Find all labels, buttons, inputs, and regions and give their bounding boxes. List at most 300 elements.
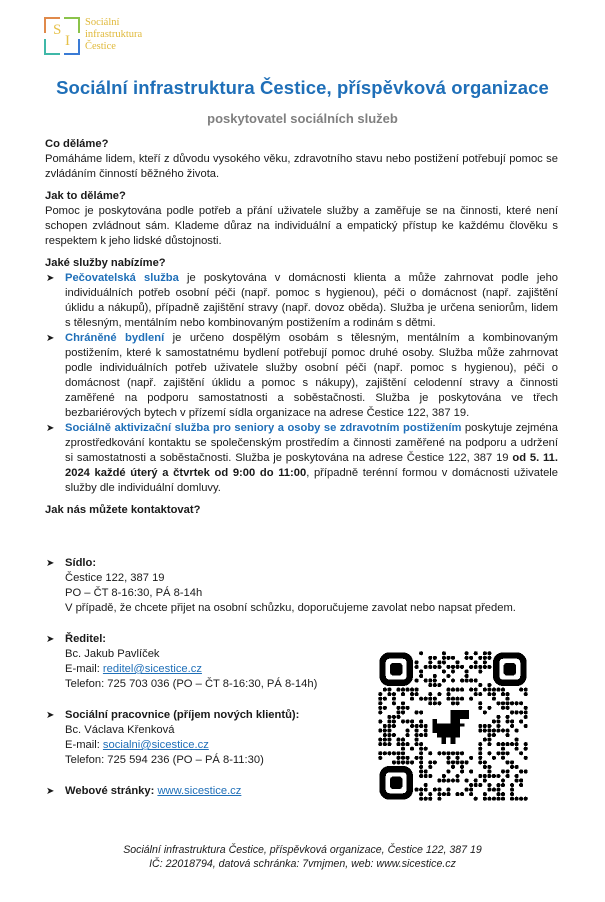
qr-module bbox=[446, 656, 450, 660]
director-name: Bc. Jakub Pavlíček bbox=[65, 648, 160, 660]
qr-module bbox=[437, 692, 441, 696]
qr-module bbox=[437, 788, 441, 792]
page-subtitle: poskytovatel sociálních služeb bbox=[207, 111, 398, 126]
qr-module bbox=[474, 797, 478, 801]
qr-module bbox=[424, 747, 428, 751]
qr-module bbox=[437, 792, 441, 796]
arrow-bullet-icon: ➤ bbox=[46, 423, 55, 434]
qr-module bbox=[428, 692, 432, 696]
qr-module bbox=[469, 679, 473, 683]
contact-label: Sídlo: bbox=[65, 557, 97, 569]
qr-module bbox=[378, 742, 382, 746]
qr-module bbox=[428, 765, 432, 769]
qr-module bbox=[406, 706, 410, 710]
qr-module bbox=[501, 701, 505, 705]
qr-module bbox=[478, 669, 482, 673]
website-link[interactable]: www.sicestice.cz bbox=[157, 785, 242, 797]
logo-letter-i: I bbox=[65, 33, 70, 49]
qr-module bbox=[442, 656, 446, 660]
qr-module bbox=[506, 742, 510, 746]
qr-module bbox=[492, 688, 496, 692]
qr-module bbox=[437, 683, 441, 687]
qr-module bbox=[478, 729, 482, 733]
qr-module bbox=[506, 760, 510, 764]
qr-module bbox=[501, 729, 505, 733]
qr-module bbox=[451, 688, 455, 692]
qr-module bbox=[442, 792, 446, 796]
qr-module bbox=[460, 679, 464, 683]
qr-module bbox=[483, 688, 487, 692]
qr-module bbox=[478, 742, 482, 746]
qr-module bbox=[406, 742, 410, 746]
service-item bbox=[45, 421, 558, 496]
qr-module bbox=[483, 660, 487, 664]
qr-module bbox=[478, 656, 482, 660]
qr-module bbox=[469, 769, 473, 773]
qr-module bbox=[383, 688, 387, 692]
director-email-link[interactable]: reditel@sicestice.cz bbox=[102, 663, 202, 675]
qr-module bbox=[487, 733, 491, 737]
contact-heading: Jak nás můžete kontaktovat? bbox=[45, 504, 201, 516]
qr-module bbox=[492, 692, 496, 696]
qr-module bbox=[510, 701, 514, 705]
qr-module bbox=[456, 697, 460, 701]
qr-module bbox=[387, 742, 391, 746]
footer-line-1: Sociální infrastruktura Čestice, příspěvková organizace, Čestice 122, 387 19 bbox=[123, 844, 482, 856]
qr-module bbox=[451, 656, 455, 660]
qr-module bbox=[474, 679, 478, 683]
social-worker-name: Bc. Václava Křenková bbox=[65, 724, 175, 736]
qr-module bbox=[506, 692, 510, 696]
section-services bbox=[45, 256, 558, 496]
qr-module bbox=[519, 779, 523, 783]
qr-module bbox=[446, 756, 450, 760]
qr-module bbox=[410, 760, 414, 764]
contact-label: Sociální pracovnice (příjem nových klientů): bbox=[65, 709, 300, 721]
qr-module bbox=[415, 733, 419, 737]
qr-module bbox=[419, 751, 423, 755]
qr-module bbox=[446, 692, 450, 696]
qr-module bbox=[415, 688, 419, 692]
qr-module bbox=[515, 738, 519, 742]
qr-module bbox=[451, 779, 455, 783]
qr-module bbox=[515, 797, 519, 801]
qr-module bbox=[506, 729, 510, 733]
qr-module bbox=[442, 669, 446, 673]
qr-module bbox=[410, 692, 414, 696]
qr-module bbox=[501, 779, 505, 783]
qr-module bbox=[401, 719, 405, 723]
qr-module bbox=[515, 765, 519, 769]
qr-module bbox=[401, 688, 405, 692]
qr-module bbox=[496, 774, 500, 778]
qr-module bbox=[451, 751, 455, 755]
qr-module bbox=[419, 747, 423, 751]
qr-module bbox=[519, 797, 523, 801]
qr-module bbox=[424, 679, 428, 683]
qr-module bbox=[451, 765, 455, 769]
qr-module bbox=[487, 683, 491, 687]
qr-module bbox=[396, 706, 400, 710]
qr-module bbox=[428, 683, 432, 687]
qr-module bbox=[515, 774, 519, 778]
qr-module bbox=[524, 769, 528, 773]
qr-module bbox=[465, 669, 469, 673]
qr-module bbox=[487, 769, 491, 773]
qr-module bbox=[415, 692, 419, 696]
qr-module bbox=[506, 774, 510, 778]
qr-module bbox=[410, 719, 414, 723]
qr-module bbox=[446, 697, 450, 701]
section-heading: Jaké služby nabízíme? bbox=[45, 257, 166, 269]
qr-module bbox=[396, 688, 400, 692]
qr-module bbox=[487, 738, 491, 742]
qr-module bbox=[524, 710, 528, 714]
qr-module bbox=[378, 697, 382, 701]
qr-module bbox=[415, 665, 419, 669]
qr-module bbox=[433, 697, 437, 701]
qr-module bbox=[392, 715, 396, 719]
qr-module bbox=[401, 760, 405, 764]
qr-module bbox=[487, 706, 491, 710]
service-description: poskytuje zejména zprostředkování kontaktu se společenským prostředím a činnosti zaměřené na podporu a udržení si samostatnosti a soběstačnosti. Služba je poskytována na adrese Čestice 122, 387 19 bbox=[65, 422, 558, 464]
qr-module bbox=[451, 760, 455, 764]
qr-module bbox=[387, 738, 391, 742]
qr-module bbox=[451, 665, 455, 669]
seat-address: Čestice 122, 387 19 bbox=[65, 572, 165, 584]
qr-module bbox=[419, 651, 423, 655]
qr-module bbox=[487, 688, 491, 692]
qr-module bbox=[428, 660, 432, 664]
qr-module bbox=[396, 760, 400, 764]
qr-module bbox=[506, 733, 510, 737]
qr-module bbox=[478, 692, 482, 696]
qr-module bbox=[506, 719, 510, 723]
qr-module bbox=[378, 701, 382, 705]
qr-module bbox=[496, 724, 500, 728]
qr-module bbox=[478, 774, 482, 778]
arrow-bullet-icon: ➤ bbox=[46, 786, 55, 797]
qr-module bbox=[456, 792, 460, 796]
qr-module bbox=[446, 665, 450, 669]
qr-module bbox=[446, 788, 450, 792]
logo-line: infrastruktura bbox=[85, 29, 143, 40]
qr-module bbox=[519, 783, 523, 787]
qr-module bbox=[469, 665, 473, 669]
qr-module bbox=[437, 797, 441, 801]
qr-module bbox=[424, 697, 428, 701]
qr-code-icon[interactable] bbox=[378, 651, 528, 801]
qr-module bbox=[487, 765, 491, 769]
arrow-bullet-icon: ➤ bbox=[46, 710, 55, 721]
qr-module bbox=[506, 706, 510, 710]
qr-module bbox=[496, 688, 500, 692]
qr-module bbox=[424, 769, 428, 773]
qr-module bbox=[478, 701, 482, 705]
contact-label: Ředitel: bbox=[65, 633, 107, 645]
service-item bbox=[45, 271, 558, 331]
qr-module bbox=[428, 701, 432, 705]
qr-module bbox=[415, 679, 419, 683]
qr-module bbox=[469, 697, 473, 701]
footer-line-2: IČ: 22018794, datová schránka: 7vmjmen, web: www.sicestice.cz bbox=[149, 858, 456, 870]
qr-module bbox=[387, 751, 391, 755]
qr-module bbox=[478, 724, 482, 728]
qr-module bbox=[446, 769, 450, 773]
qr-module bbox=[406, 729, 410, 733]
qr-module bbox=[524, 742, 528, 746]
qr-module bbox=[510, 742, 514, 746]
qr-module bbox=[465, 760, 469, 764]
qr-module bbox=[460, 688, 464, 692]
qr-module bbox=[524, 692, 528, 696]
qr-module bbox=[446, 751, 450, 755]
qr-module bbox=[501, 797, 505, 801]
qr-module bbox=[496, 719, 500, 723]
qr-module bbox=[496, 751, 500, 755]
qr-module bbox=[428, 751, 432, 755]
qr-module bbox=[478, 683, 482, 687]
qr-module bbox=[387, 733, 391, 737]
qr-module bbox=[456, 756, 460, 760]
qr-module bbox=[383, 742, 387, 746]
qr-module bbox=[401, 742, 405, 746]
qr-module bbox=[383, 697, 387, 701]
qr-module bbox=[510, 765, 514, 769]
contact-label: Webové stránky: bbox=[65, 785, 158, 797]
qr-module bbox=[483, 765, 487, 769]
qr-module bbox=[460, 697, 464, 701]
qr-module bbox=[460, 751, 464, 755]
qr-module bbox=[456, 660, 460, 664]
qr-module bbox=[424, 783, 428, 787]
qr-module bbox=[496, 788, 500, 792]
qr-module bbox=[419, 765, 423, 769]
qr-module bbox=[396, 756, 400, 760]
qr-module bbox=[378, 738, 382, 742]
arrow-bullet-icon: ➤ bbox=[46, 273, 55, 284]
qr-module bbox=[451, 697, 455, 701]
qr-module bbox=[510, 783, 514, 787]
qr-module bbox=[419, 774, 423, 778]
qr-module bbox=[424, 724, 428, 728]
qr-module bbox=[387, 719, 391, 723]
qr-module bbox=[387, 688, 391, 692]
qr-module bbox=[492, 729, 496, 733]
qr-module bbox=[501, 688, 505, 692]
qr-module bbox=[378, 710, 382, 714]
qr-module bbox=[474, 783, 478, 787]
qr-module bbox=[396, 742, 400, 746]
qr-module bbox=[483, 665, 487, 669]
service-description: je určeno dospělým osobám s tělesným, mentálním a kombinovaným postižením, které k samostatnému bydlení potřebují pomoc druhé osoby. Služba může zahrnovat podle individuálních potřeb uživatele služby osobní péči (např. pomoc s hygienou), péči o domácnost (např. zajištění úklidu a pomoc s nákupy), zajištění celodenní stravy a činnosti zaměřené na podporu samostatnosti a soběstačnosti. Služba je poskytována ve třech bezbariérových bytech v přízemí sídla organizace na adrese Čestice 122, 387 19. bbox=[65, 332, 558, 419]
qr-module bbox=[460, 769, 464, 773]
qr-module bbox=[469, 688, 473, 692]
qr-module bbox=[401, 756, 405, 760]
qr-module bbox=[433, 788, 437, 792]
qr-module bbox=[433, 679, 437, 683]
qr-module bbox=[419, 674, 423, 678]
service-description-end: , případně terénní formou v domácnosti uživatele služby dle individuální domluvy. bbox=[65, 467, 559, 494]
qr-module bbox=[433, 656, 437, 660]
qr-module bbox=[492, 756, 496, 760]
qr-module bbox=[501, 692, 505, 696]
qr-module bbox=[446, 674, 450, 678]
qr-module bbox=[469, 783, 473, 787]
qr-module bbox=[515, 729, 519, 733]
qr-module bbox=[515, 779, 519, 783]
qr-module bbox=[456, 751, 460, 755]
qr-module bbox=[483, 792, 487, 796]
qr-module bbox=[524, 797, 528, 801]
qr-module bbox=[506, 751, 510, 755]
qr-module bbox=[392, 719, 396, 723]
qr-module bbox=[428, 697, 432, 701]
qr-module bbox=[519, 710, 523, 714]
qr-module bbox=[474, 665, 478, 669]
section-heading: Co děláme? bbox=[45, 138, 109, 150]
qr-module bbox=[465, 788, 469, 792]
qr-module bbox=[424, 665, 428, 669]
qr-module bbox=[406, 719, 410, 723]
qr-module bbox=[392, 692, 396, 696]
qr-module bbox=[474, 651, 478, 655]
qr-module bbox=[437, 779, 441, 783]
qr-module bbox=[456, 688, 460, 692]
qr-module bbox=[524, 756, 528, 760]
qr-module bbox=[428, 656, 432, 660]
section-heading: Jak to děláme? bbox=[45, 190, 126, 202]
qr-module bbox=[415, 724, 419, 728]
qr-module bbox=[469, 792, 473, 796]
qr-module bbox=[501, 751, 505, 755]
qr-module bbox=[492, 774, 496, 778]
qr-module bbox=[415, 738, 419, 742]
qr-module bbox=[401, 692, 405, 696]
qr-module bbox=[401, 747, 405, 751]
service-name: Chráněné bydlení bbox=[65, 332, 165, 344]
director-phone: Telefon: 725 703 036 (PO – ČT 8-16:30, PÁ 8-14h) bbox=[65, 678, 318, 690]
qr-module bbox=[401, 710, 405, 714]
qr-module bbox=[469, 756, 473, 760]
qr-module bbox=[510, 797, 514, 801]
qr-module bbox=[428, 797, 432, 801]
footer bbox=[0, 843, 605, 871]
qr-module bbox=[460, 765, 464, 769]
logo-mark bbox=[44, 17, 80, 55]
qr-module bbox=[487, 797, 491, 801]
qr-module bbox=[428, 665, 432, 669]
contact-seat bbox=[45, 556, 565, 616]
qr-module bbox=[487, 656, 491, 660]
qr-module bbox=[419, 710, 423, 714]
qr-module bbox=[419, 697, 423, 701]
qr-module bbox=[478, 783, 482, 787]
qr-module bbox=[387, 729, 391, 733]
qr-module bbox=[442, 751, 446, 755]
qr-module bbox=[406, 756, 410, 760]
qr-module bbox=[487, 774, 491, 778]
qr-module bbox=[469, 788, 473, 792]
section-text: Pomáháme lidem, kteří z důvodu vysokého věku, zdravotního stavu nebo postižení potřebují pomoc se zvládáním činností běžného života. bbox=[45, 153, 558, 180]
qr-module bbox=[392, 733, 396, 737]
qr-module bbox=[496, 783, 500, 787]
seat-hours: PO – ČT 8-16:30, PÁ 8-14h bbox=[65, 587, 203, 599]
qr-module bbox=[465, 674, 469, 678]
qr-module bbox=[396, 751, 400, 755]
qr-module bbox=[442, 651, 446, 655]
qr-module bbox=[492, 797, 496, 801]
qr-module bbox=[424, 797, 428, 801]
qr-module bbox=[424, 788, 428, 792]
qr-module bbox=[492, 788, 496, 792]
qr-module bbox=[419, 769, 423, 773]
qr-module bbox=[474, 779, 478, 783]
qr-module bbox=[478, 706, 482, 710]
qr-module bbox=[446, 792, 450, 796]
qr-module bbox=[456, 774, 460, 778]
qr-module bbox=[392, 751, 396, 755]
qr-module bbox=[519, 751, 523, 755]
qr-module bbox=[437, 701, 441, 705]
qr-module bbox=[424, 729, 428, 733]
qr-module bbox=[433, 683, 437, 687]
qr-module bbox=[510, 710, 514, 714]
qr-module bbox=[410, 724, 414, 728]
qr-module bbox=[487, 651, 491, 655]
qr-module bbox=[465, 651, 469, 655]
qr-module bbox=[401, 706, 405, 710]
logo-text bbox=[85, 17, 142, 53]
qr-module bbox=[406, 760, 410, 764]
arrow-bullet-icon: ➤ bbox=[46, 558, 55, 569]
qr-module bbox=[515, 747, 519, 751]
qr-module bbox=[428, 792, 432, 796]
section-what bbox=[45, 137, 558, 182]
qr-module bbox=[456, 665, 460, 669]
qr-module bbox=[383, 751, 387, 755]
qr-module bbox=[396, 738, 400, 742]
qr-module bbox=[410, 697, 414, 701]
qr-module bbox=[510, 792, 514, 796]
qr-module bbox=[387, 692, 391, 696]
service-item bbox=[45, 331, 558, 421]
qr-module bbox=[442, 679, 446, 683]
qr-module bbox=[387, 715, 391, 719]
qr-module bbox=[419, 756, 423, 760]
qr-module bbox=[396, 715, 400, 719]
qr-module bbox=[478, 747, 482, 751]
logo-letter-s: S bbox=[53, 22, 62, 38]
qr-module bbox=[415, 742, 419, 746]
qr-module bbox=[483, 651, 487, 655]
qr-module bbox=[415, 788, 419, 792]
qr-module bbox=[496, 797, 500, 801]
qr-module bbox=[378, 706, 382, 710]
qr-module bbox=[478, 756, 482, 760]
qr-module bbox=[378, 729, 382, 733]
qr-module bbox=[487, 665, 491, 669]
qr-module bbox=[410, 688, 414, 692]
qr-module bbox=[378, 719, 382, 723]
social-worker-phone: Telefon: 725 594 236 (PO – PÁ 8-11:30) bbox=[65, 754, 264, 766]
social-worker-email-link[interactable]: socialni@sicestice.cz bbox=[102, 739, 209, 751]
qr-module bbox=[378, 692, 382, 696]
logo-line: Čestice bbox=[85, 41, 116, 52]
qr-module bbox=[433, 674, 437, 678]
service-schedule: od 5. 11. 2024 každé úterý a čtvrtek od 9:00 do 11:00 bbox=[65, 452, 558, 479]
qr-module bbox=[501, 706, 505, 710]
